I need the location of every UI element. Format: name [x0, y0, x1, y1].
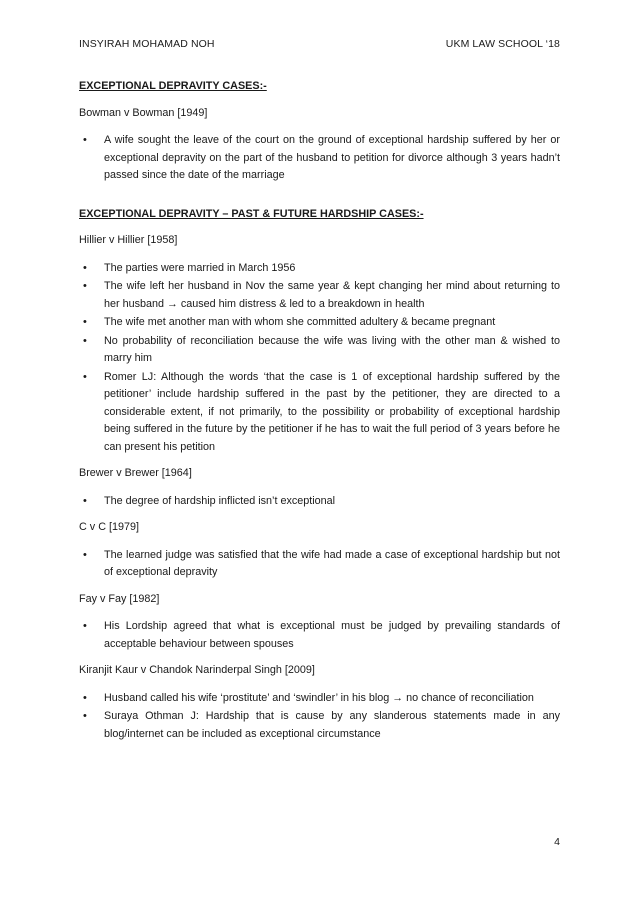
bullet-item: • His Lordship agreed that what is exceptional must be judged by prevailing standards of acceptable behaviour between spouses	[79, 618, 560, 653]
case-title: Hillier v Hillier [1958]	[79, 234, 178, 246]
bullet-list	[79, 690, 560, 744]
bullet-item: • Romer LJ: Although the words ‘that the case is 1 of exceptional hardship suffered by the petitioner’ include hardship suffered in the past by the petitioner, they are directed to a considerable extent, if not primarily, to the possibility or probability of exceptional hardship being suffered in the future by the petitioner if he has to wait the full period of 3 years before he can present his petition	[79, 369, 560, 457]
bullet-list	[79, 260, 560, 457]
page-content	[79, 78, 560, 752]
bullet-item: • The degree of hardship inflicted isn’t exceptional	[79, 493, 560, 511]
bullet-list	[79, 132, 560, 185]
bullet-item: • The parties were married in March 1956	[79, 260, 560, 278]
bullet-item: • No probability of reconciliation because the wife was living with the other man & wished to marry him	[79, 333, 560, 368]
case-title: Brewer v Brewer [1964]	[79, 467, 192, 479]
header-author: INSYIRAH MOHAMAD NOH	[79, 38, 215, 50]
bullet-item: • The wife left her husband in Nov the same year & kept changing her mind about returning to her husband → caused him distress & led to a breakdown in health	[79, 278, 560, 313]
case-title: Kiranjit Kaur v Chandok Narinderpal Singh [2009]	[79, 664, 315, 676]
bullet-item: • The wife met another man with whom she committed adultery & became pregnant	[79, 314, 560, 332]
page-number: 4	[554, 836, 560, 848]
bullet-item: • The learned judge was satisfied that the wife had made a case of exceptional hardship but not of exceptional depravity	[79, 547, 560, 582]
page-header	[79, 38, 560, 50]
section-heading: EXCEPTIONAL DEPRAVITY CASES:-	[79, 80, 267, 92]
section-heading: EXCEPTIONAL DEPRAVITY – PAST & FUTURE HARDSHIP CASES:-	[79, 207, 424, 220]
case-title: Bowman v Bowman [1949]	[79, 106, 208, 119]
bullet-item: • A wife sought the leave of the court on the ground of exceptional hardship suffered by her or exceptional depravity on the part of the husband to petition for divorce although 3 years hadn’t passed since the date of the marriage	[79, 132, 560, 185]
case-title: Fay v Fay [1982]	[79, 592, 160, 605]
bullet-item: • Husband called his wife ‘prostitute’ and ‘swindler’ in his blog → no chance of reconciliation	[79, 690, 560, 708]
case-title: C v C [1979]	[79, 521, 140, 533]
header-school: UKM LAW SCHOOL ‘18	[445, 38, 560, 50]
bullet-item: • Suraya Othman J: Hardship that is cause by any slanderous statements made in any blog/internet can be included as exceptional circumstance	[79, 708, 560, 743]
bullet-list	[79, 547, 560, 582]
bullet-list	[79, 493, 560, 511]
bullet-list	[79, 618, 560, 653]
